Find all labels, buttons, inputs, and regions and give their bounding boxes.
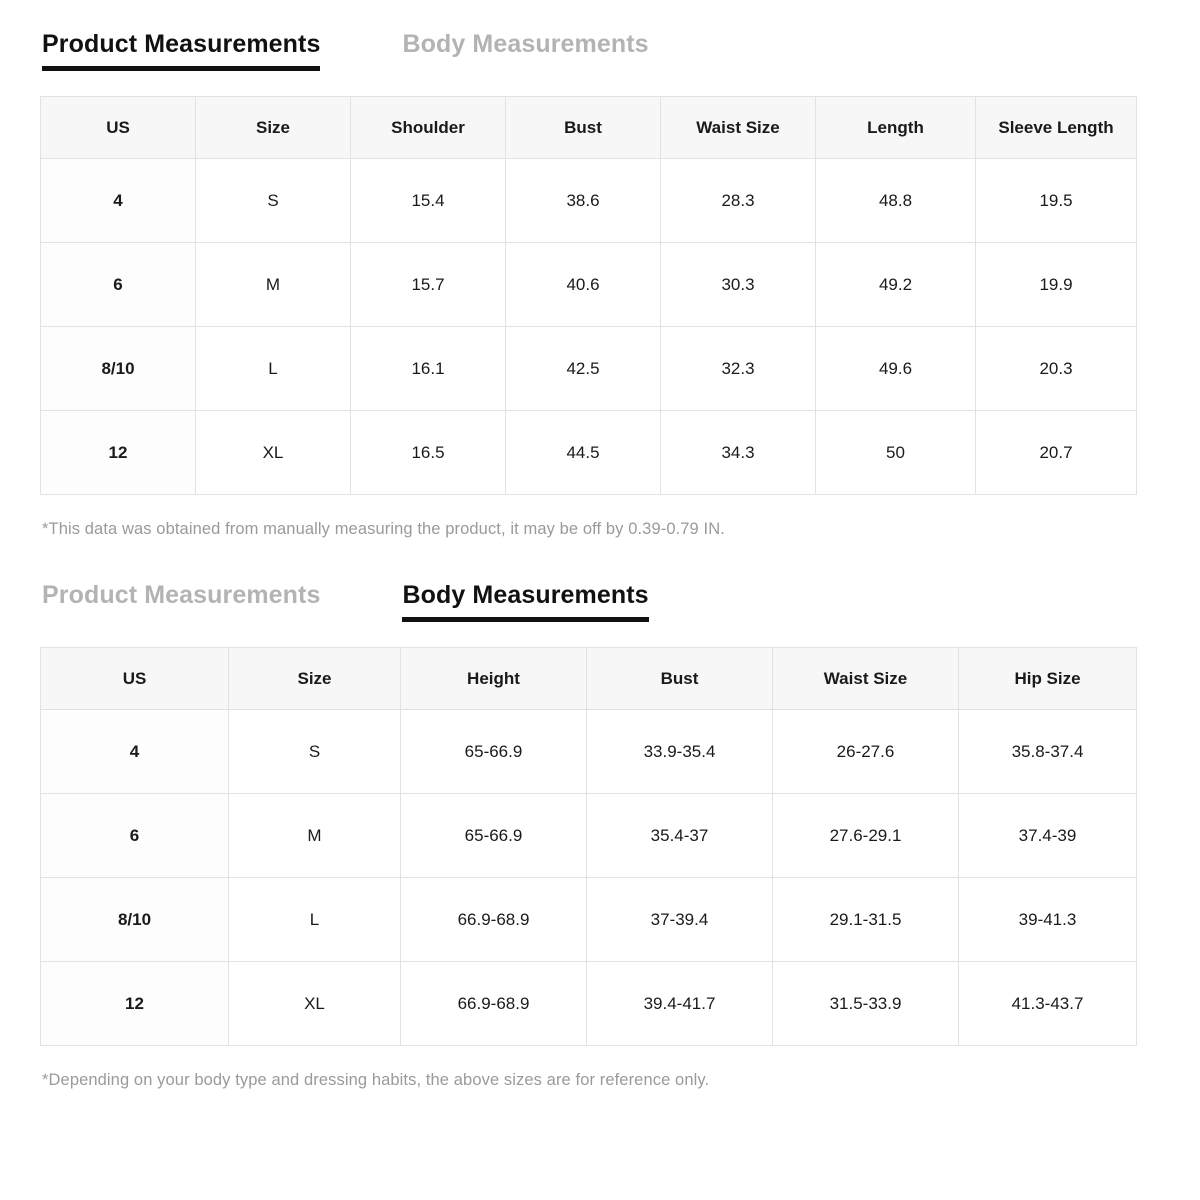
- table-row: [41, 794, 1137, 878]
- cell-size: M: [229, 794, 401, 878]
- product-measurements-table: [40, 96, 1137, 495]
- cell-sleeve-length: 19.9: [976, 243, 1137, 327]
- cell-size: L: [229, 878, 401, 962]
- column-header-size: Size: [229, 648, 401, 710]
- cell-bust: 33.9-35.4: [587, 710, 773, 794]
- column-header-bust: Bust: [587, 648, 773, 710]
- tab-body-measurements[interactable]: Body Measurements: [402, 30, 649, 58]
- column-header-sleeve-length: Sleeve Length: [976, 97, 1137, 159]
- column-header-hip-size: Hip Size: [959, 648, 1137, 710]
- cell-us: 4: [41, 710, 229, 794]
- table-row: [41, 327, 1137, 411]
- cell-us: 4: [41, 159, 196, 243]
- tab-product-measurements[interactable]: Product Measurements: [42, 581, 321, 609]
- cell-size: XL: [196, 411, 351, 495]
- cell-size: M: [196, 243, 351, 327]
- cell-shoulder: 15.7: [351, 243, 506, 327]
- table-row: [41, 159, 1137, 243]
- body-measurements-section: [40, 581, 1160, 1090]
- table-header-row: [41, 97, 1137, 159]
- cell-hip: 39-41.3: [959, 878, 1137, 962]
- column-header-size: Size: [196, 97, 351, 159]
- table-row: [41, 243, 1137, 327]
- column-header-waist-size: Waist Size: [661, 97, 816, 159]
- cell-bust: 40.6: [506, 243, 661, 327]
- cell-height: 65-66.9: [401, 794, 587, 878]
- cell-waist: 27.6-29.1: [773, 794, 959, 878]
- cell-length: 48.8: [816, 159, 976, 243]
- cell-length: 49.6: [816, 327, 976, 411]
- cell-waist: 26-27.6: [773, 710, 959, 794]
- measurement-tabs-body: [40, 581, 1160, 622]
- column-header-height: Height: [401, 648, 587, 710]
- column-header-us: US: [41, 648, 229, 710]
- table-row: [41, 878, 1137, 962]
- table-row: [41, 411, 1137, 495]
- cell-hip: 35.8-37.4: [959, 710, 1137, 794]
- cell-height: 65-66.9: [401, 710, 587, 794]
- cell-shoulder: 16.1: [351, 327, 506, 411]
- column-header-shoulder: Shoulder: [351, 97, 506, 159]
- column-header-waist-size: Waist Size: [773, 648, 959, 710]
- cell-size: L: [196, 327, 351, 411]
- cell-waist: 34.3: [661, 411, 816, 495]
- column-header-length: Length: [816, 97, 976, 159]
- cell-bust: 42.5: [506, 327, 661, 411]
- product-measurements-section: [40, 30, 1160, 539]
- product-measurements-note: *This data was obtained from manually measuring the product, it may be off by 0.39-0.79 IN.: [42, 520, 725, 538]
- cell-length: 49.2: [816, 243, 976, 327]
- cell-sleeve-length: 19.5: [976, 159, 1137, 243]
- cell-us: 12: [41, 411, 196, 495]
- cell-bust: 35.4-37: [587, 794, 773, 878]
- cell-length: 50: [816, 411, 976, 495]
- cell-bust: 38.6: [506, 159, 661, 243]
- cell-waist: 28.3: [661, 159, 816, 243]
- cell-sleeve-length: 20.3: [976, 327, 1137, 411]
- cell-shoulder: 16.5: [351, 411, 506, 495]
- cell-us: 8/10: [41, 327, 196, 411]
- cell-hip: 37.4-39: [959, 794, 1137, 878]
- cell-sleeve-length: 20.7: [976, 411, 1137, 495]
- tab-product-measurements[interactable]: Product Measurements: [42, 30, 320, 71]
- cell-waist: 31.5-33.9: [773, 962, 959, 1046]
- column-header-bust: Bust: [506, 97, 661, 159]
- cell-bust: 39.4-41.7: [587, 962, 773, 1046]
- cell-waist: 32.3: [661, 327, 816, 411]
- cell-us: 8/10: [41, 878, 229, 962]
- cell-waist: 29.1-31.5: [773, 878, 959, 962]
- column-header-us: US: [41, 97, 196, 159]
- cell-us: 6: [41, 243, 196, 327]
- cell-bust: 44.5: [506, 411, 661, 495]
- section-spacer: [40, 539, 1160, 581]
- table-row: [41, 710, 1137, 794]
- cell-us: 6: [41, 794, 229, 878]
- body-measurements-note: *Depending on your body type and dressing habits, the above sizes are for reference only.: [42, 1071, 710, 1089]
- table-row: [41, 962, 1137, 1046]
- cell-hip: 41.3-43.7: [959, 962, 1137, 1046]
- cell-size: XL: [229, 962, 401, 1046]
- cell-us: 12: [41, 962, 229, 1046]
- cell-height: 66.9-68.9: [401, 878, 587, 962]
- body-measurements-table: [40, 647, 1137, 1046]
- tab-body-measurements[interactable]: Body Measurements: [402, 581, 648, 622]
- table-header-row: [41, 648, 1137, 710]
- cell-waist: 30.3: [661, 243, 816, 327]
- measurement-tabs-product: [40, 30, 1160, 71]
- cell-size: S: [229, 710, 401, 794]
- cell-shoulder: 15.4: [351, 159, 506, 243]
- cell-bust: 37-39.4: [587, 878, 773, 962]
- cell-height: 66.9-68.9: [401, 962, 587, 1046]
- cell-size: S: [196, 159, 351, 243]
